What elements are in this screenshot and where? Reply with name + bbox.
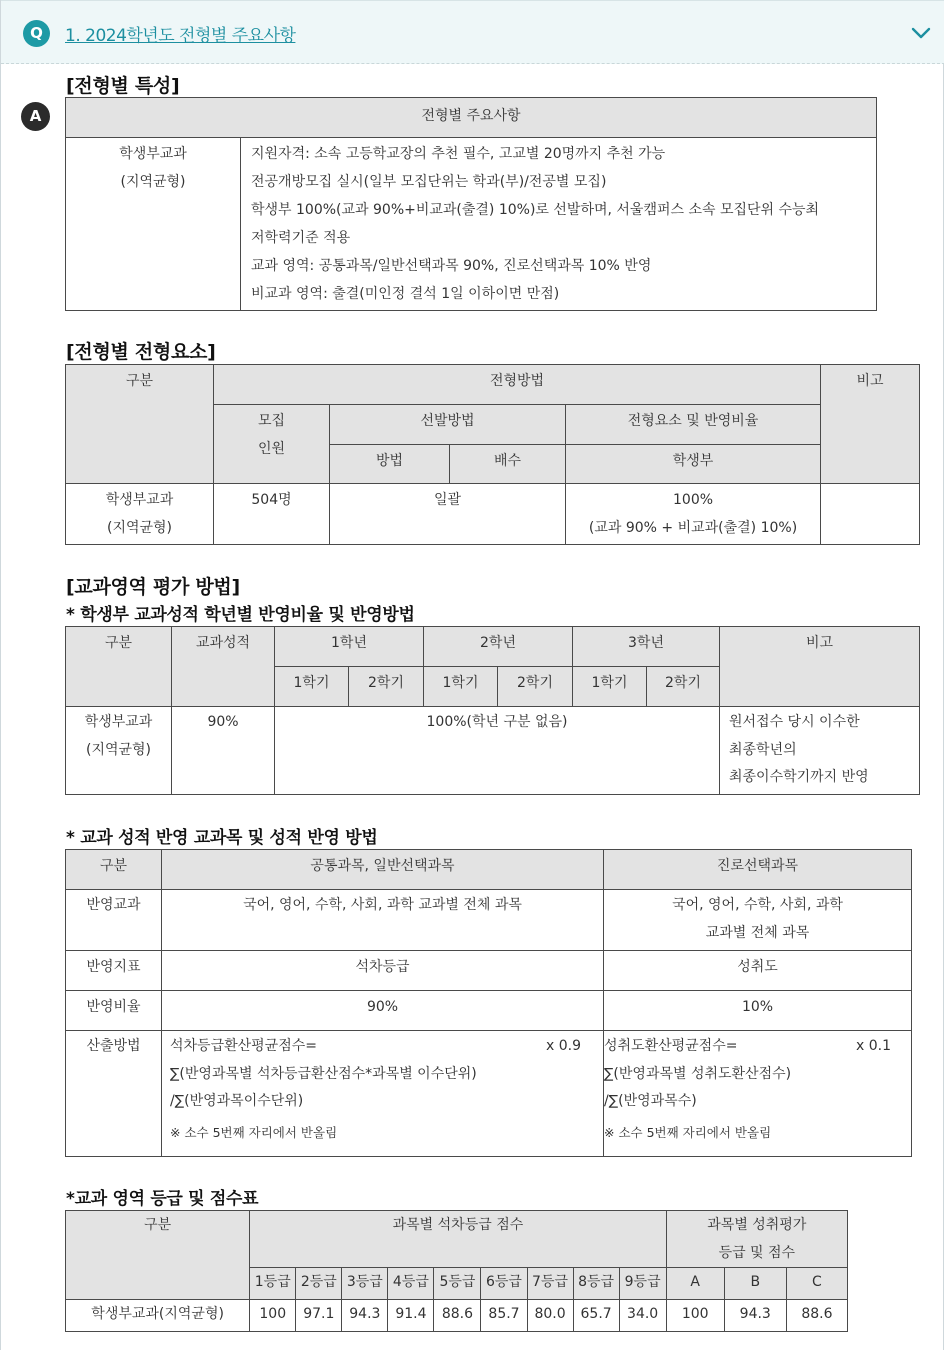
- achieve-score: 94.3: [724, 1300, 786, 1332]
- elements-table: [65, 364, 920, 545]
- header-term: 2학기: [349, 667, 424, 707]
- header-term: 2학기: [498, 667, 573, 707]
- career-ratio: 10%: [604, 991, 912, 1031]
- rank-score: 34.0: [619, 1300, 666, 1332]
- header-rank-grade: 3등급: [342, 1268, 388, 1300]
- list-item: 저학력기준 적용: [251, 230, 351, 246]
- rounding-note: ※ 소수 5번째 자리에서 반올림: [170, 1124, 338, 1140]
- row-label: 반영교과: [66, 890, 162, 951]
- header-term: 2학기: [647, 667, 720, 707]
- formula-line: 성취도환산평균점수=: [604, 1038, 738, 1054]
- row-label: 학생부교과 (지역균형): [66, 484, 214, 545]
- list-item: 지원자격: 소속 고등학교장의 추천 필수, 고교별 20명까지 추천 가능: [251, 146, 666, 162]
- header-recruit: 모집 인원: [214, 405, 330, 484]
- header-term: 1학기: [275, 667, 349, 707]
- header-gubun: 구분: [66, 365, 214, 484]
- header-gubun: 구분: [66, 850, 162, 890]
- achieve-score: 100: [666, 1300, 724, 1332]
- formula-line: ∑(반영과목별 성취도환산점수): [604, 1065, 792, 1082]
- career-index: 성취도: [604, 951, 912, 991]
- header-rank-grade: 6등급: [481, 1268, 527, 1300]
- header-grade-2: 2학년: [424, 627, 573, 667]
- row-label: 반영지표: [66, 951, 162, 991]
- formula-line: /∑(반영과목수): [604, 1093, 697, 1109]
- rank-score: 85.7: [481, 1300, 527, 1332]
- score-value: 90%: [172, 707, 275, 795]
- header-grade-3: 3학년: [573, 627, 720, 667]
- list-item: 전공개방모집 실시(일부 모집단위는 학과(부)/전공별 모집): [251, 174, 607, 190]
- multiplier: x 0.9: [546, 1038, 581, 1054]
- header-term: 1학기: [573, 667, 647, 707]
- header-multiple: 배수: [450, 445, 566, 484]
- question-badge: Q: [23, 20, 50, 47]
- row-label: 학생부교과(지역균형): [66, 1300, 250, 1332]
- header-bigo: 비고: [720, 627, 920, 707]
- list-item: 학생부 100%(교과 90%+비교과(출결) 10%)로 선발하며, 서울캠퍼스 소속 모집단위 수능최: [251, 202, 820, 218]
- row-label: 산출방법: [66, 1031, 162, 1157]
- career-subjects: 국어, 영어, 수학, 사회, 과학 교과별 전체 과목: [604, 890, 912, 951]
- ratio-value: 100%(학년 구분 없음): [275, 707, 720, 795]
- header-achieve-grade: B: [724, 1268, 786, 1300]
- header-gubun: 구분: [66, 627, 172, 707]
- section-heading-evaluation: [교과영역 평가 방법]: [66, 576, 240, 598]
- row-label: 반영비율: [66, 991, 162, 1031]
- section-heading-elements: [전형별 전형요소]: [66, 341, 216, 363]
- recruit-count: 504명: [214, 484, 330, 545]
- header-achieve: 과목별 성취평가 등급 및 점수: [666, 1211, 847, 1268]
- header-term: 1학기: [424, 667, 498, 707]
- header-rank-grade: 5등급: [434, 1268, 481, 1300]
- achieve-score: 88.6: [786, 1300, 847, 1332]
- header-grade-1: 1학년: [275, 627, 424, 667]
- row-label: 학생부교과 (지역균형): [66, 138, 241, 311]
- record-ratio: 100% (교과 90% + 비교과(출결) 10%): [566, 484, 821, 545]
- common-subjects: 국어, 영어, 수학, 사회, 과학 교과별 전체 과목: [162, 890, 604, 951]
- rank-score: 100: [250, 1300, 296, 1332]
- header-rank-grade: 2등급: [296, 1268, 342, 1300]
- header-gubun: 구분: [66, 1211, 250, 1300]
- header-rank-grade: 9등급: [619, 1268, 666, 1300]
- question-title[interactable]: 1. 2024학년도 전형별 주요사항: [65, 26, 296, 46]
- bigo-cell: [821, 484, 920, 545]
- rounding-note: ※ 소수 5번째 자리에서 반올림: [604, 1124, 772, 1140]
- chevron-down-icon[interactable]: [910, 25, 932, 41]
- answer-badge: A: [21, 102, 50, 131]
- header-rank: 과목별 석차등급 점수: [250, 1211, 666, 1268]
- formula-line: ∑(반영과목별 석차등급환산점수*과목별 이수단위): [170, 1065, 477, 1082]
- rank-score: 91.4: [388, 1300, 434, 1332]
- header-achieve-grade: C: [786, 1268, 847, 1300]
- rank-score: 88.6: [434, 1300, 481, 1332]
- subheading-score-table: *교과 영역 등급 및 점수표: [66, 1189, 259, 1209]
- header-rank-grade: 1등급: [250, 1268, 296, 1300]
- header-record: 학생부: [566, 445, 821, 484]
- rank-score: 97.1: [296, 1300, 342, 1332]
- characteristics-list: [241, 138, 877, 311]
- header-achieve-grade: A: [666, 1268, 724, 1300]
- header-method: 전형방법: [214, 365, 821, 405]
- common-ratio: 90%: [162, 991, 604, 1031]
- characteristics-table: [65, 97, 877, 311]
- formula-line: 석차등급환산평균점수=: [170, 1038, 317, 1054]
- multiplier: x 0.1: [856, 1038, 891, 1054]
- row-label: 학생부교과 (지역균형): [66, 707, 172, 795]
- section-heading-characteristics: [전형별 특성]: [66, 75, 180, 97]
- select-way: 일괄: [330, 484, 566, 545]
- score-table: [65, 1210, 848, 1332]
- bigo-cell: 원서접수 당시 이수한 최종학년의 최종이수학기까지 반영: [720, 707, 920, 795]
- header-rank-grade: 7등급: [527, 1268, 573, 1300]
- career-calc: [604, 1031, 912, 1157]
- header-score: 교과성적: [172, 627, 275, 707]
- common-index: 석차등급: [162, 951, 604, 991]
- subheading-grade-ratio: * 학생부 교과성적 학년별 반영비율 및 반영방법: [66, 605, 415, 625]
- header-way: 방법: [330, 445, 450, 484]
- table-header: 전형별 주요사항: [66, 98, 877, 138]
- header-select: 선발방법: [330, 405, 566, 445]
- header-rank-grade: 4등급: [388, 1268, 434, 1300]
- question-bar[interactable]: [1, 0, 944, 64]
- header-common: 공통과목, 일반선택과목: [162, 850, 604, 890]
- subjects-table: [65, 849, 912, 1157]
- list-item: 교과 영역: 공통과목/일반선택과목 90%, 진로선택과목 10% 반영: [251, 258, 652, 274]
- formula-line: /∑(반영과목이수단위): [170, 1093, 304, 1109]
- header-elements: 전형요소 및 반영비율: [566, 405, 821, 445]
- rank-score: 65.7: [573, 1300, 619, 1332]
- header-career: 진로선택과목: [604, 850, 912, 890]
- list-item: 비교과 영역: 출결(미인정 결석 1일 이하이면 만점): [251, 286, 560, 302]
- grade-ratio-table: [65, 626, 920, 795]
- rank-score: 80.0: [527, 1300, 573, 1332]
- common-calc: [162, 1031, 604, 1157]
- rank-score: 94.3: [342, 1300, 388, 1332]
- header-rank-grade: 8등급: [573, 1268, 619, 1300]
- subheading-subjects: * 교과 성적 반영 교과목 및 성적 반영 방법: [66, 828, 378, 848]
- header-bigo: 비고: [821, 365, 920, 484]
